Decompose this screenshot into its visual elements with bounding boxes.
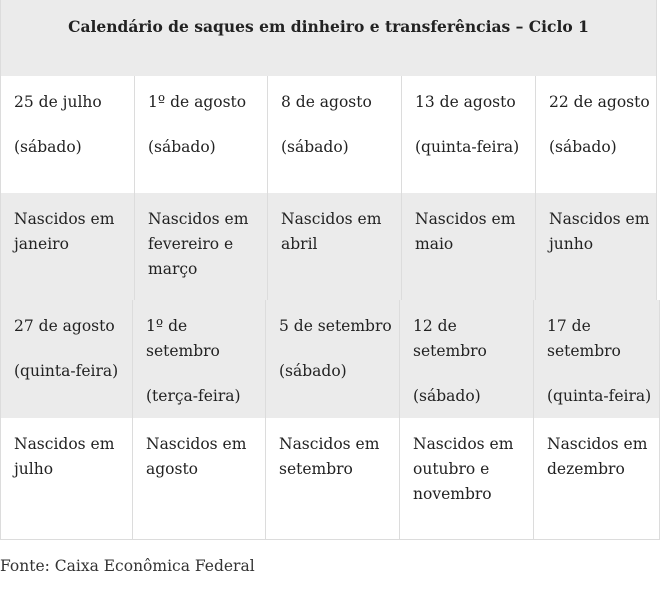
date-cell (400, 300, 534, 418)
born-text: Nascidos em (14, 435, 115, 453)
born-text: Nascidos em (14, 210, 115, 228)
born-text: dezembro (547, 460, 625, 478)
born-cell (536, 193, 657, 300)
weekday-text: (sábado) (413, 387, 481, 405)
born-text: maio (415, 235, 454, 253)
weekday-text: (quinta-feira) (14, 362, 119, 380)
born-row-1 (0, 193, 657, 300)
date-text: 17 de setembro (547, 317, 621, 360)
date-cell (536, 76, 657, 193)
born-cell (268, 193, 402, 300)
date-text: 1º de agosto (148, 93, 247, 111)
weekday-text: (sábado) (549, 138, 617, 156)
born-text: março (148, 260, 198, 278)
born-text: fevereiro e (148, 235, 234, 253)
born-row-2 (0, 418, 660, 540)
born-text: janeiro (14, 235, 69, 253)
dates-row-1 (0, 76, 657, 193)
born-text: abril (281, 235, 318, 253)
date-cell (135, 76, 268, 193)
born-text: Nascidos em (415, 210, 516, 228)
born-text: Nascidos em (279, 435, 380, 453)
weekday-text: (quinta-feira) (547, 387, 652, 405)
born-cell (266, 418, 400, 540)
date-text: 22 de agosto (549, 93, 650, 111)
date-text: 1º de setembro (146, 317, 220, 360)
born-cell (534, 418, 660, 540)
weekday-text: (sábado) (281, 138, 349, 156)
date-cell (266, 300, 400, 418)
weekday-text: (sábado) (14, 138, 82, 156)
born-cell (133, 418, 266, 540)
source-caption: Fonte: Caixa Econômica Federal (0, 557, 255, 575)
date-cell (0, 300, 133, 418)
born-text: Nascidos em (281, 210, 382, 228)
date-text: 25 de julho (14, 93, 102, 111)
born-text: agosto (146, 460, 199, 478)
born-text: julho (14, 460, 54, 478)
born-cell (0, 193, 135, 300)
born-text: Nascidos em (549, 210, 650, 228)
table-title-bar (0, 0, 657, 76)
date-text: 8 de agosto (281, 93, 372, 111)
born-text: setembro (279, 460, 353, 478)
weekday-text: (quinta-feira) (415, 138, 520, 156)
date-text: 5 de setembro (279, 317, 392, 335)
date-text: 27 de agosto (14, 317, 115, 335)
table-title: Calendário de saques em dinheiro e transferências – Ciclo 1 (68, 17, 589, 36)
date-cell (402, 76, 536, 193)
born-cell (402, 193, 536, 300)
born-cell (0, 418, 133, 540)
date-cell (534, 300, 660, 418)
born-text: Nascidos em (547, 435, 648, 453)
born-text: outubro e (413, 460, 490, 478)
date-text: 13 de agosto (415, 93, 516, 111)
weekday-text: (sábado) (279, 362, 347, 380)
born-cell (400, 418, 534, 540)
born-cell (135, 193, 268, 300)
date-cell (268, 76, 402, 193)
born-text: novembro (413, 485, 492, 503)
date-cell (133, 300, 266, 418)
born-text: Nascidos em (413, 435, 514, 453)
date-cell (0, 76, 135, 193)
born-text: Nascidos em (146, 435, 247, 453)
weekday-text: (sábado) (148, 138, 216, 156)
born-text: junho (549, 235, 594, 253)
date-text: 12 de setembro (413, 317, 487, 360)
born-text: Nascidos em (148, 210, 249, 228)
dates-row-2 (0, 300, 660, 418)
weekday-text: (terça-feira) (146, 387, 241, 405)
